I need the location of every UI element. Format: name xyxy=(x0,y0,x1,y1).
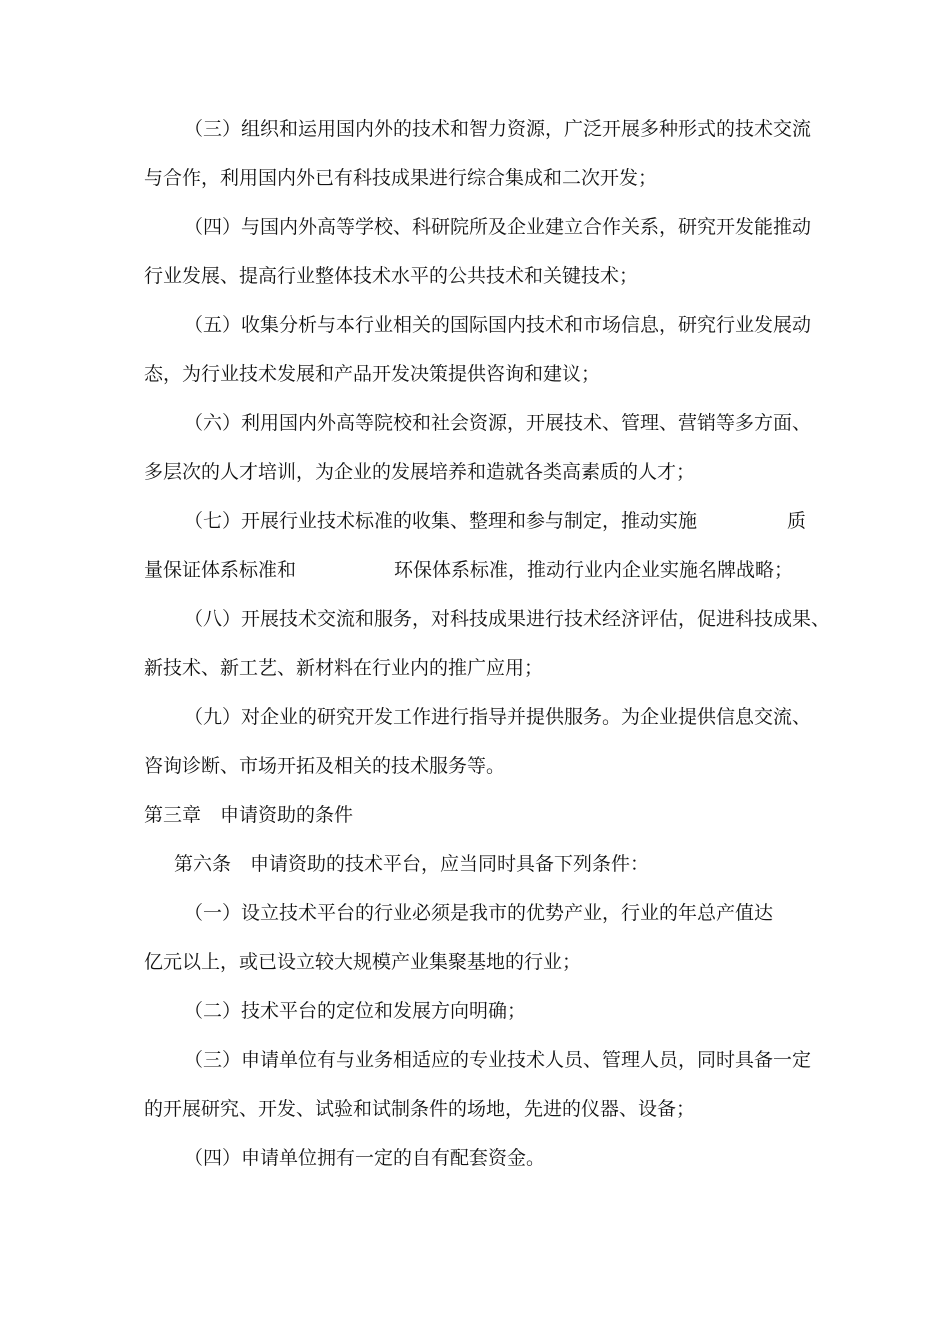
paragraph-8-line-2: 新技术、新工艺、新材料在行业内的推广应用； xyxy=(144,657,544,679)
paragraph-7-line-2-end: 环保体系标准，推动行业内企业实施名牌战略； xyxy=(394,559,794,581)
condition-4-line-1: （四）申请单位拥有一定的自有配套资金。 xyxy=(184,1147,546,1169)
paragraph-3-line-2: 与合作，利用国内外已有科技成果进行综合集成和二次开发； xyxy=(144,167,658,189)
paragraph-7-line-1-start: （七）开展行业技术标准的收集、整理和参与制定，推动实施 xyxy=(184,510,698,532)
paragraph-9-line-1: （九）对企业的研究开发工作进行指导并提供服务。为企业提供信息交流、 xyxy=(184,706,812,728)
chapter-3-heading: 第三章 申请资助的条件 xyxy=(144,804,354,826)
paragraph-7-line-2-start: 量保证体系标准和 xyxy=(144,559,297,581)
condition-3-line-2: 的开展研究、开发、试验和试制条件的场地，先进的仪器、设备； xyxy=(144,1098,696,1120)
condition-3-line-1: （三）申请单位有与业务相适应的专业技术人员、管理人员，同时具备一定 xyxy=(184,1049,812,1071)
paragraph-6-line-1: （六）利用国内外高等院校和社会资源，开展技术、管理、营销等多方面、 xyxy=(184,412,812,434)
paragraph-3-line-1: （三）组织和运用国内外的技术和智力资源，广泛开展多种形式的技术交流 xyxy=(184,118,812,140)
paragraph-5-line-1: （五）收集分析与本行业相关的国际国内技术和市场信息，研究行业发展动 xyxy=(184,314,812,336)
condition-2-line-1: （二）技术平台的定位和发展方向明确； xyxy=(184,1000,527,1022)
paragraph-7-line-1-end: 质 xyxy=(786,510,806,532)
article-6-text: 第六条 申请资助的技术平台，应当同时具备下列条件： xyxy=(174,853,650,875)
paragraph-5-line-2: 态，为行业技术发展和产品开发决策提供咨询和建议； xyxy=(144,363,601,385)
paragraph-8-line-1: （八）开展技术交流和服务，对科技成果进行技术经济评估，促进科技成果、 xyxy=(184,608,831,630)
paragraph-6-line-2: 多层次的人才培训，为企业的发展培养和造就各类高素质的人才； xyxy=(144,461,696,483)
paragraph-9-line-2: 咨询诊断、市场开拓及相关的技术服务等。 xyxy=(144,755,506,777)
paragraph-7-line-1 xyxy=(184,509,806,533)
paragraph-4-line-1: （四）与国内外高等学校、科研院所及企业建立合作关系，研究开发能推动 xyxy=(184,216,812,238)
paragraph-7-line-2 xyxy=(144,558,806,582)
condition-1-line-1: （一）设立技术平台的行业必须是我市的优势产业，行业的年总产值达 xyxy=(184,902,774,924)
paragraph-4-line-2: 行业发展、提高行业整体技术水平的公共技术和关键技术； xyxy=(144,265,639,287)
condition-1-line-2: 亿元以上，或已设立较大规模产业集聚基地的行业； xyxy=(144,951,582,973)
